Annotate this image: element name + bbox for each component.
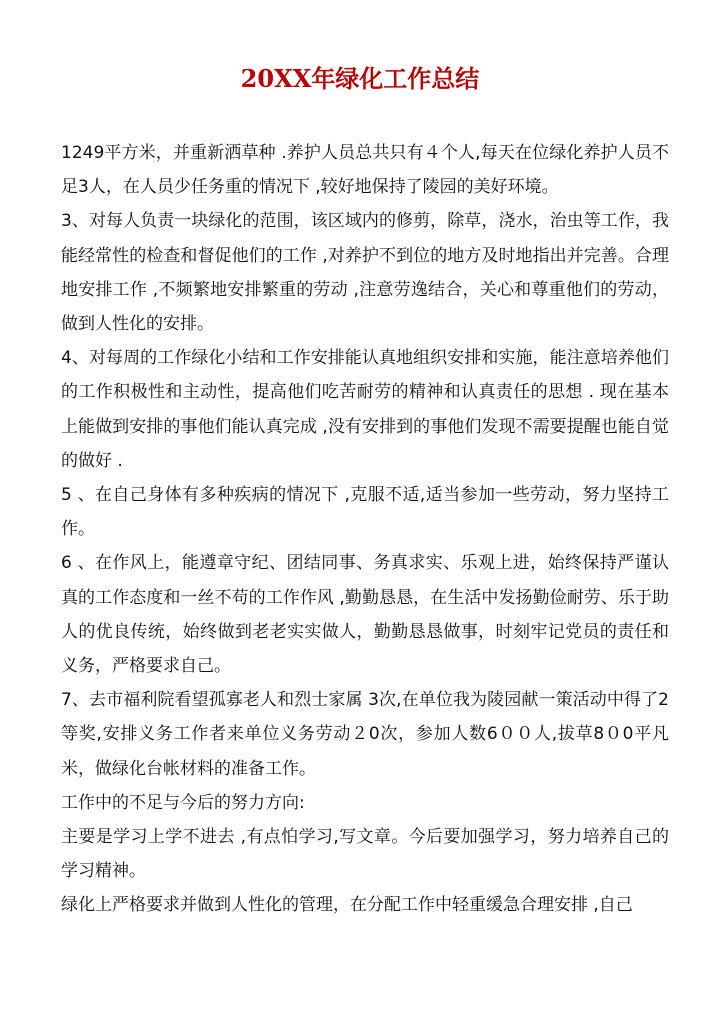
document-body xyxy=(61,136,669,923)
paragraph: 6 、在作风上，能遵章守纪、团结同事、务真求实、乐观上进，始终保持严谨认真的工作态度和一丝不苟的工作作风 ,勤勤恳恳，在生活中发扬勤俭耐劳、乐于助人的优良传统，始终做到老老实实做人，勤勤恳恳做事，时刻牢记党员的责任和义务，严格要求自己。 xyxy=(61,553,669,677)
paragraph: 4、对每周的工作绿化小结和工作安排能认真地组织安排和实施，能注意培养他们的工作积极性和主动性，提高他们吃苦耐劳的精神和认真责任的思想 . 现在基本上能做到安排的事他们能认真完成 ,没有安排到的事他们发现不需要提醒也能自觉的做好 . xyxy=(61,348,669,471)
paragraph: 5 、在自己身体有多种疾病的情况下 ,克服不适,适当参加一些劳动，努力坚持工作。 xyxy=(61,485,669,540)
paragraph: 绿化上严格要求并做到人性化的管理，在分配工作中轻重缓急合理安排 ,自己 xyxy=(61,895,633,916)
paragraph: 主要是学习上学不进去 ,有点怕学习,写文章。今后要加强学习，努力培养自己的学习精神。 xyxy=(61,827,669,882)
paragraph: 工作中的不足与今后的努力方向: xyxy=(61,792,305,813)
paragraph: 3、对每人负责一块绿化的范围，该区域内的修剪，除草，浇水，治虫等工作，我能经常性的检查和督促他们的工作 ,对养护不到位的地方及时地指出并完善。合理地安排工作 ,不频繁地安排繁重的劳动 ,注意劳逸结合，关心和尊重他们的劳动，做到人性化的安排。 xyxy=(61,211,669,335)
paragraph: 1249平方米，并重新洒草种 .养护人员总共只有４个人,每天在位绿化养护人员不足3人，在人员少任务重的情况下 ,较好地保持了陵园的美好环境。 xyxy=(61,143,669,198)
paragraph: 7、去市福利院看望孤寡老人和烈士家属 3次,在单位我为陵园献一策活动中得了2等奖,安排义务工作者来单位义务劳动２0次，参加人数6００人,拔草8０0平凡米，做绿化台帐材料的准备工作。 xyxy=(61,690,669,779)
document-title: 20XX年绿化工作总结 xyxy=(240,64,480,93)
